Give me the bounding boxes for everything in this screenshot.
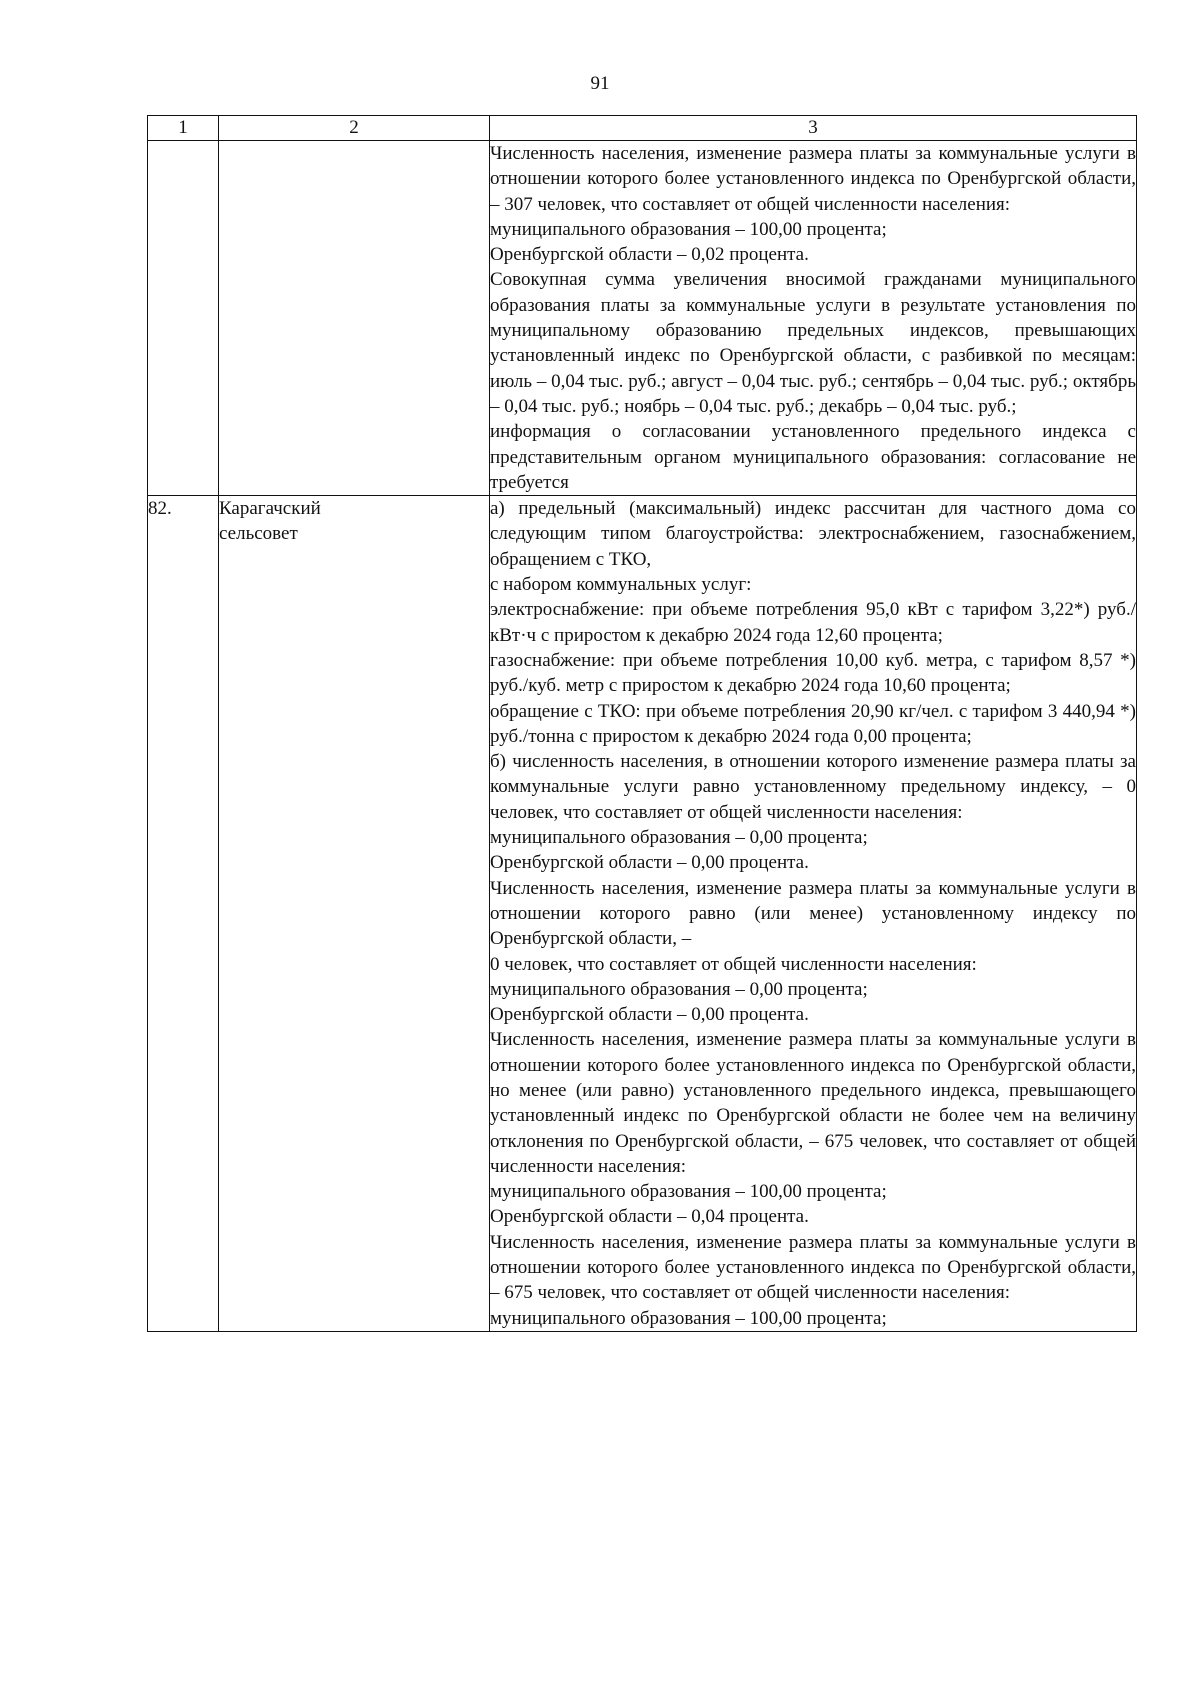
row-number-cell-empty xyxy=(148,141,219,496)
paragraph: 0 человек, что составляет от общей численности населения: xyxy=(490,953,977,975)
paragraph: муниципального образования – 0,00 процента; xyxy=(490,827,868,849)
row-number: 82. xyxy=(148,496,219,1332)
table-row-continued xyxy=(148,141,1137,496)
paragraph: Численность населения, изменение размера платы за коммунальные услуги в отношении которого равно (или менее) установленному индексу по Оренбургской области, – xyxy=(490,877,1136,950)
page-number: 91 xyxy=(590,73,610,94)
column-header-2: 2 xyxy=(219,116,490,141)
paragraph: электроснабжение: при объеме потребления 95,0 кВт с тарифом 3,22*) руб./кВт·ч с приростом к декабрю 2024 года 12,60 процента; xyxy=(490,599,1136,646)
paragraph: Оренбургской области – 0,00 процента. xyxy=(490,852,809,874)
paragraph: муниципального образования – 100,00 процента; xyxy=(490,1181,887,1203)
paragraph: обращение с ТКО: при объеме потребления 20,90 кг/чел. с тарифом 3 440,94 *) руб./тонна с приростом к декабрю 2024 года 0,00 процента; xyxy=(490,700,1136,747)
paragraph: Численность населения, изменение размера платы за коммунальные услуги в отношении которого более установленного индекса по Оренбургской области, но менее (или равно) установленного предельного индекса, превышающего установленный индекс по Оренбургской области не более чем на величину отклонения по Оренбургской области, – 675 человек, что составляет от общей численности населения: xyxy=(490,1029,1136,1177)
paragraph: муниципального образования – 0,00 процента; xyxy=(490,978,868,1000)
paragraph: Оренбургской области – 0,00 процента. xyxy=(490,1004,809,1026)
row-description-cell xyxy=(490,141,1137,496)
column-header-3: 3 xyxy=(490,116,1137,141)
paragraph: Численность населения, изменение размера платы за коммунальные услуги в отношении которого более установленного индекса по Оренбургской области, – 675 человек, что составляет от общей численности населения: xyxy=(490,1231,1136,1304)
data-table xyxy=(147,115,1137,1332)
paragraph: Совокупная сумма увеличения вносимой гражданами муниципального образования платы за коммунальные услуги в результате установления по муниципальному образованию предельных индексов, превышающих установленный индекс по Оренбургской области, с разбивкой по месяцам: июль – 0,04 тыс. руб.; август – 0,04 тыс. руб.; сентябрь – 0,04 тыс. руб.; октябрь – 0,04 тыс. руб.; ноябрь – 0,04 тыс. руб.; декабрь – 0,04 тыс. руб.; xyxy=(490,269,1136,417)
paragraph: Оренбургской области – 0,04 процента. xyxy=(490,1206,809,1228)
column-header-1: 1 xyxy=(148,116,219,141)
paragraph: с набором коммунальных услуг: xyxy=(490,574,752,596)
municipality-name-cell xyxy=(219,496,490,1332)
paragraph: б) численность населения, в отношении которого изменение размера платы за коммунальные услуги равно установленному предельному индексу, – 0 человек, что составляет от общей численности населения: xyxy=(490,751,1136,823)
municipality-name-line1: Карагачский xyxy=(219,498,321,520)
paragraph: а) предельный (максимальный) индекс рассчитан для частного дома со следующим типом благоустройства: электроснабжением, газоснабжением, обращением с ТКО, xyxy=(490,498,1136,570)
table-row-82 xyxy=(148,496,1137,1332)
municipality-name-line2: сельсовет xyxy=(219,523,298,545)
row-description-cell xyxy=(490,496,1137,1332)
paragraph: муниципального образования – 100,00 процента; xyxy=(490,1307,887,1329)
table-header-row xyxy=(148,116,1137,141)
paragraph: информация о согласовании установленного предельного индекса с представительным органом муниципального образования: согласование не требуется xyxy=(490,421,1136,493)
paragraph: газоснабжение: при объеме потребления 10,00 куб. метра, с тарифом 8,57 *) руб./куб. метр с приростом к декабрю 2024 года 10,60 процента; xyxy=(490,649,1136,697)
paragraph: Оренбургской области – 0,02 процента. xyxy=(490,244,809,266)
paragraph: Численность населения, изменение размера платы за коммунальные услуги в отношении которого более установленного индекса по Оренбургской области, – 307 человек, что составляет от общей численности населения: xyxy=(490,143,1136,215)
paragraph: муниципального образования – 100,00 процента; xyxy=(490,218,887,240)
row-name-cell-empty xyxy=(219,141,490,496)
